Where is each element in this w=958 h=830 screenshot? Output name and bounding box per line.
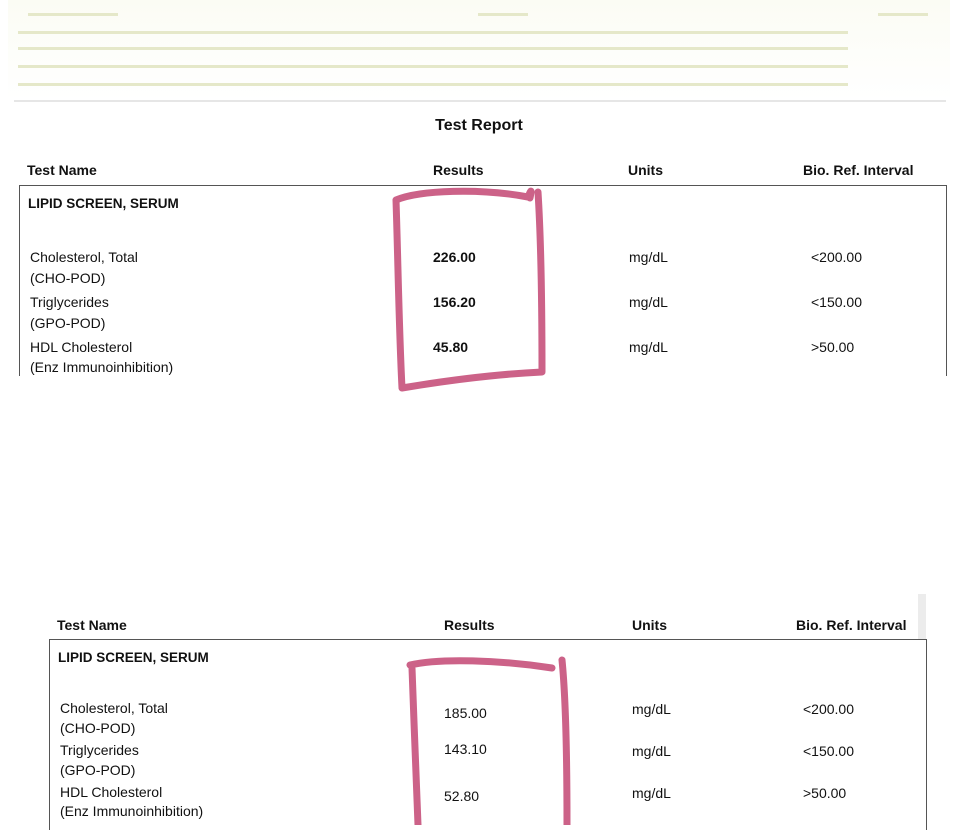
highlight-mark-1	[396, 191, 542, 388]
ref-interval: >50.00	[803, 785, 847, 801]
column-header-units: Units	[632, 617, 667, 633]
ref-interval: <150.00	[803, 743, 854, 759]
column-header-ref-interval: Bio. Ref. Interval	[803, 162, 914, 178]
highlight-mark-2	[410, 660, 567, 825]
unit: mg/dL	[629, 339, 668, 355]
test-name: Triglycerides	[30, 294, 109, 310]
result-value: 45.80	[433, 339, 469, 355]
column-header-ref-interval: Bio. Ref. Interval	[796, 617, 907, 633]
test-name: Triglycerides	[60, 742, 139, 758]
result-value: 52.80	[444, 788, 480, 804]
test-name: Cholesterol, Total	[60, 700, 168, 716]
column-header-results: Results	[444, 617, 495, 633]
ref-interval: >50.00	[811, 339, 855, 355]
result-value: 156.20	[433, 294, 476, 310]
result-value: 226.00	[433, 249, 476, 265]
ref-interval: <200.00	[803, 701, 854, 717]
test-method: (Enz Immunoinhibition)	[60, 803, 204, 819]
test-name: HDL Cholesterol	[30, 339, 133, 355]
result-value: 185.00	[444, 705, 487, 721]
test-method: (GPO-POD)	[60, 762, 136, 778]
section-title: LIPID SCREEN, SERUM	[58, 650, 209, 665]
unit: mg/dL	[632, 785, 671, 801]
test-method: (Enz Immunoinhibition)	[30, 359, 174, 375]
report-title: Test Report	[435, 117, 523, 134]
column-header-results: Results	[433, 162, 484, 178]
column-header-units: Units	[628, 162, 663, 178]
column-header-test-name: Test Name	[27, 162, 97, 178]
column-header-test-name: Test Name	[57, 617, 127, 633]
ref-interval: <200.00	[811, 249, 862, 265]
test-name: HDL Cholesterol	[60, 784, 163, 800]
report-header-faint: ▬▬▬▬▬▬▬▬▬ ▬▬▬▬▬ ▬▬▬▬▬ ▬▬▬▬▬▬▬▬▬▬▬▬▬▬▬▬▬▬▬▬▬▬▬▬▬▬▬▬▬▬▬▬▬▬▬▬▬▬▬▬▬▬▬▬▬▬▬▬▬▬▬▬▬▬▬▬▬▬▬▬▬▬▬▬▬▬▬▬▬▬▬▬▬▬▬▬▬▬▬▬▬▬▬ ▬▬▬▬▬▬▬▬▬▬▬▬▬▬▬▬▬▬▬▬▬▬▬▬▬▬▬▬▬▬▬▬▬▬▬▬▬▬▬▬▬▬▬▬▬▬▬▬▬▬▬▬▬▬▬▬▬▬▬▬▬▬▬▬▬▬▬▬▬▬▬▬▬▬▬▬▬▬▬▬▬▬▬ ▬▬▬▬▬▬▬▬▬▬▬▬▬▬▬▬▬▬▬▬▬▬▬▬▬▬▬▬▬▬▬▬▬▬▬▬▬▬▬▬▬▬▬▬▬▬▬▬▬▬▬▬▬▬▬▬▬▬▬▬▬▬▬▬▬▬▬▬▬▬▬▬▬▬▬▬▬▬▬▬▬▬▬ ▬▬▬▬▬▬▬▬▬▬▬▬▬▬▬▬▬▬▬▬▬▬▬▬▬▬▬▬▬▬▬▬▬▬▬▬▬▬▬▬▬▬▬▬▬▬▬▬▬▬▬▬▬▬▬▬▬▬▬▬▬▬▬▬▬▬▬▬▬▬▬▬▬▬▬▬▬▬▬▬▬▬▬	[8, 0, 950, 100]
unit: mg/dL	[629, 249, 668, 265]
test-method: (GPO-POD)	[30, 315, 106, 331]
unit: mg/dL	[632, 743, 671, 759]
test-method: (CHO-POD)	[30, 270, 106, 286]
unit: mg/dL	[632, 701, 671, 717]
unit: mg/dL	[629, 294, 668, 310]
result-value: 143.10	[444, 741, 487, 757]
ref-interval: <150.00	[811, 294, 862, 310]
test-name: Cholesterol, Total	[30, 249, 138, 265]
test-method: (CHO-POD)	[60, 720, 136, 736]
section-title: LIPID SCREEN, SERUM	[28, 196, 179, 211]
